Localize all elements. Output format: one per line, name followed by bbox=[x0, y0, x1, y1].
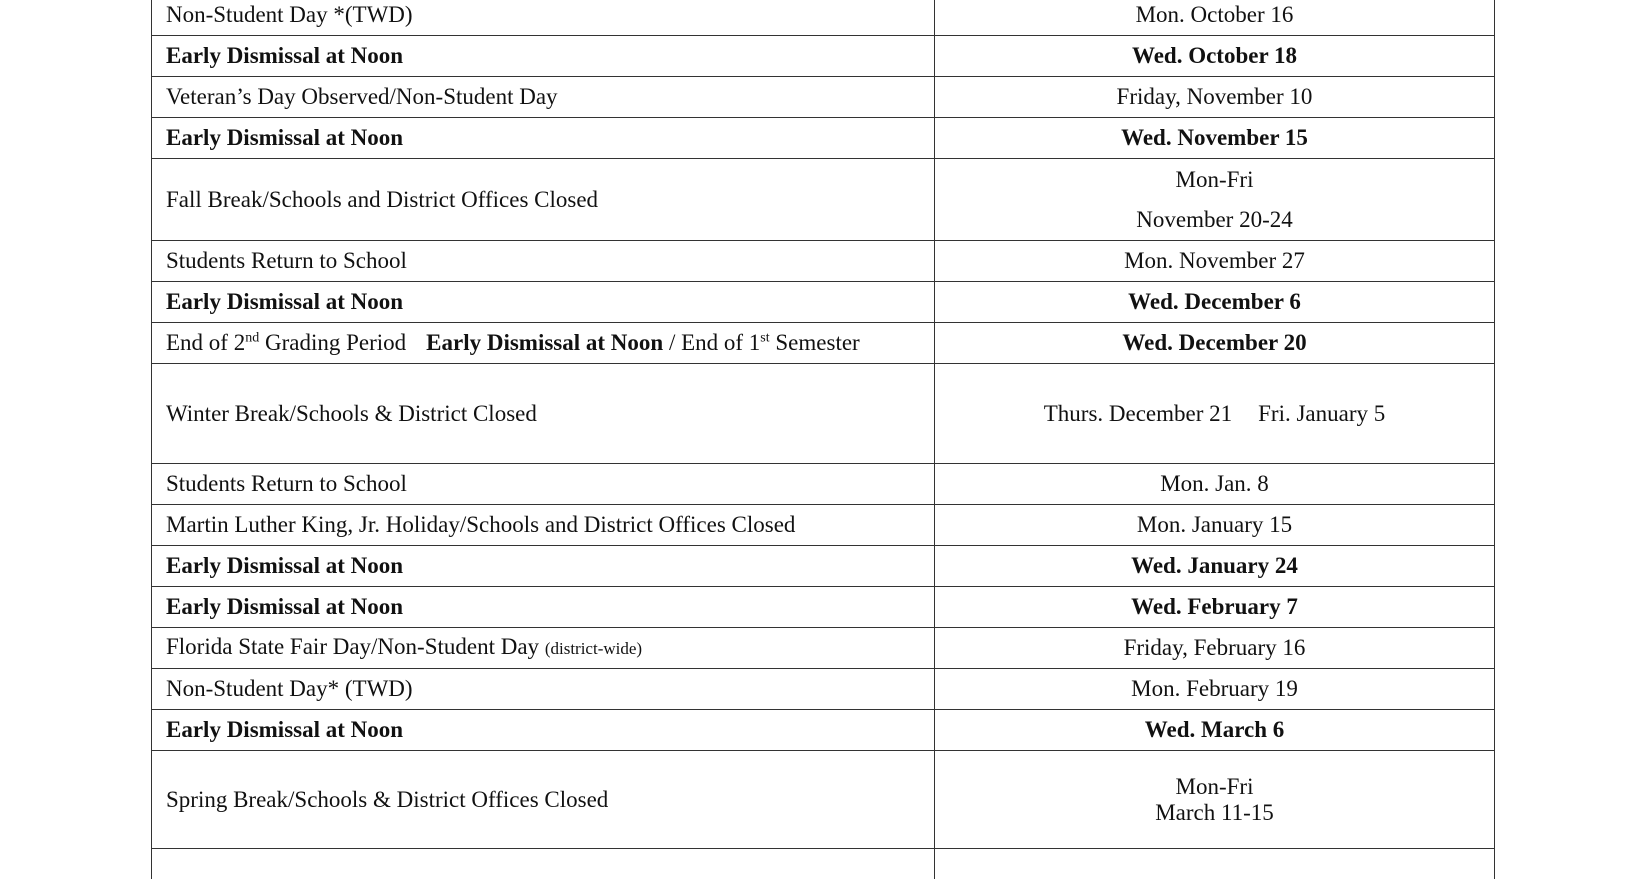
date-cell: Wed. February 7 bbox=[935, 587, 1495, 628]
table-row bbox=[152, 587, 1495, 628]
event-text: End of 2 bbox=[166, 330, 245, 355]
event-cell: Students Return to School bbox=[152, 241, 935, 282]
date-line: Mon-Fri bbox=[941, 167, 1488, 193]
date-line: Mon-Fri bbox=[941, 774, 1488, 800]
ordinal-suffix: nd bbox=[245, 330, 259, 345]
event-cell: Winter Break/Schools & District Closed bbox=[152, 364, 935, 464]
event-note: (district-wide) bbox=[545, 639, 642, 658]
date-cell: Friday, November 10 bbox=[935, 77, 1495, 118]
date-cell: Mon. Jan. 8 bbox=[935, 464, 1495, 505]
ordinal-suffix: st bbox=[760, 330, 769, 345]
table-row bbox=[152, 546, 1495, 587]
event-cell: Fall Break/Schools and District Offices Closed bbox=[152, 159, 935, 241]
date-cell: Mon. October 16 bbox=[935, 0, 1495, 36]
date-text: Fri. January 5 bbox=[1258, 401, 1385, 426]
event-cell: Veteran’s Day Observed/Non-Student Day bbox=[152, 77, 935, 118]
table-row bbox=[152, 159, 1495, 241]
event-cell bbox=[152, 628, 935, 669]
table-row bbox=[152, 118, 1495, 159]
table-row bbox=[152, 669, 1495, 710]
table-row bbox=[152, 36, 1495, 77]
event-cell: Early Dismissal at Noon bbox=[152, 36, 935, 77]
table-row bbox=[152, 849, 1495, 879]
date-cell bbox=[935, 751, 1495, 849]
table-row bbox=[152, 323, 1495, 364]
date-cell: Mon. January 15 bbox=[935, 505, 1495, 546]
event-cell: Early Dismissal at Noon bbox=[152, 587, 935, 628]
event-text-bold: Early Dismissal at Noon bbox=[426, 330, 663, 355]
date-cell bbox=[935, 159, 1495, 241]
date-line: November 20-24 bbox=[941, 207, 1488, 233]
event-cell: Martin Luther King, Jr. Holiday/Schools and District Offices Closed bbox=[152, 505, 935, 546]
date-cell: Friday, February 16 bbox=[935, 628, 1495, 669]
event-cell bbox=[152, 323, 935, 364]
date-text: Thurs. December 21 bbox=[1044, 401, 1232, 426]
school-calendar-table bbox=[151, 0, 1495, 879]
event-cell: Students Return to School bbox=[152, 464, 935, 505]
table-row bbox=[152, 751, 1495, 849]
event-text: Florida State Fair Day/Non-Student Day bbox=[166, 634, 539, 659]
event-cell: Early Dismissal at Noon bbox=[152, 282, 935, 323]
table-row bbox=[152, 0, 1495, 36]
event-text: / End of 1 bbox=[663, 330, 760, 355]
date-line: March 11-15 bbox=[941, 800, 1488, 826]
table-row bbox=[152, 364, 1495, 464]
date-cell: Wed. November 15 bbox=[935, 118, 1495, 159]
date-cell: Wed. December 6 bbox=[935, 282, 1495, 323]
table-row bbox=[152, 628, 1495, 669]
date-cell: Wed. January 24 bbox=[935, 546, 1495, 587]
date-cell: Mon. November 27 bbox=[935, 241, 1495, 282]
table-row bbox=[152, 505, 1495, 546]
event-text: Semester bbox=[770, 330, 860, 355]
event-cell: Non-Student Day *(TWD) bbox=[152, 0, 935, 36]
date-cell bbox=[935, 849, 1495, 879]
date-cell: Wed. March 6 bbox=[935, 710, 1495, 751]
date-cell: Wed. October 18 bbox=[935, 36, 1495, 77]
event-cell bbox=[152, 849, 935, 879]
event-cell: Non-Student Day* (TWD) bbox=[152, 669, 935, 710]
table-row bbox=[152, 77, 1495, 118]
table-row bbox=[152, 241, 1495, 282]
event-text: Grading Period bbox=[259, 330, 406, 355]
date-cell: Wed. December 20 bbox=[935, 323, 1495, 364]
event-cell: Early Dismissal at Noon bbox=[152, 118, 935, 159]
event-cell: Early Dismissal at Noon bbox=[152, 710, 935, 751]
event-cell: Spring Break/Schools & District Offices Closed bbox=[152, 751, 935, 849]
table-row bbox=[152, 282, 1495, 323]
date-cell bbox=[935, 364, 1495, 464]
table-row bbox=[152, 710, 1495, 751]
date-cell: Mon. February 19 bbox=[935, 669, 1495, 710]
event-cell: Early Dismissal at Noon bbox=[152, 546, 935, 587]
table-row bbox=[152, 464, 1495, 505]
